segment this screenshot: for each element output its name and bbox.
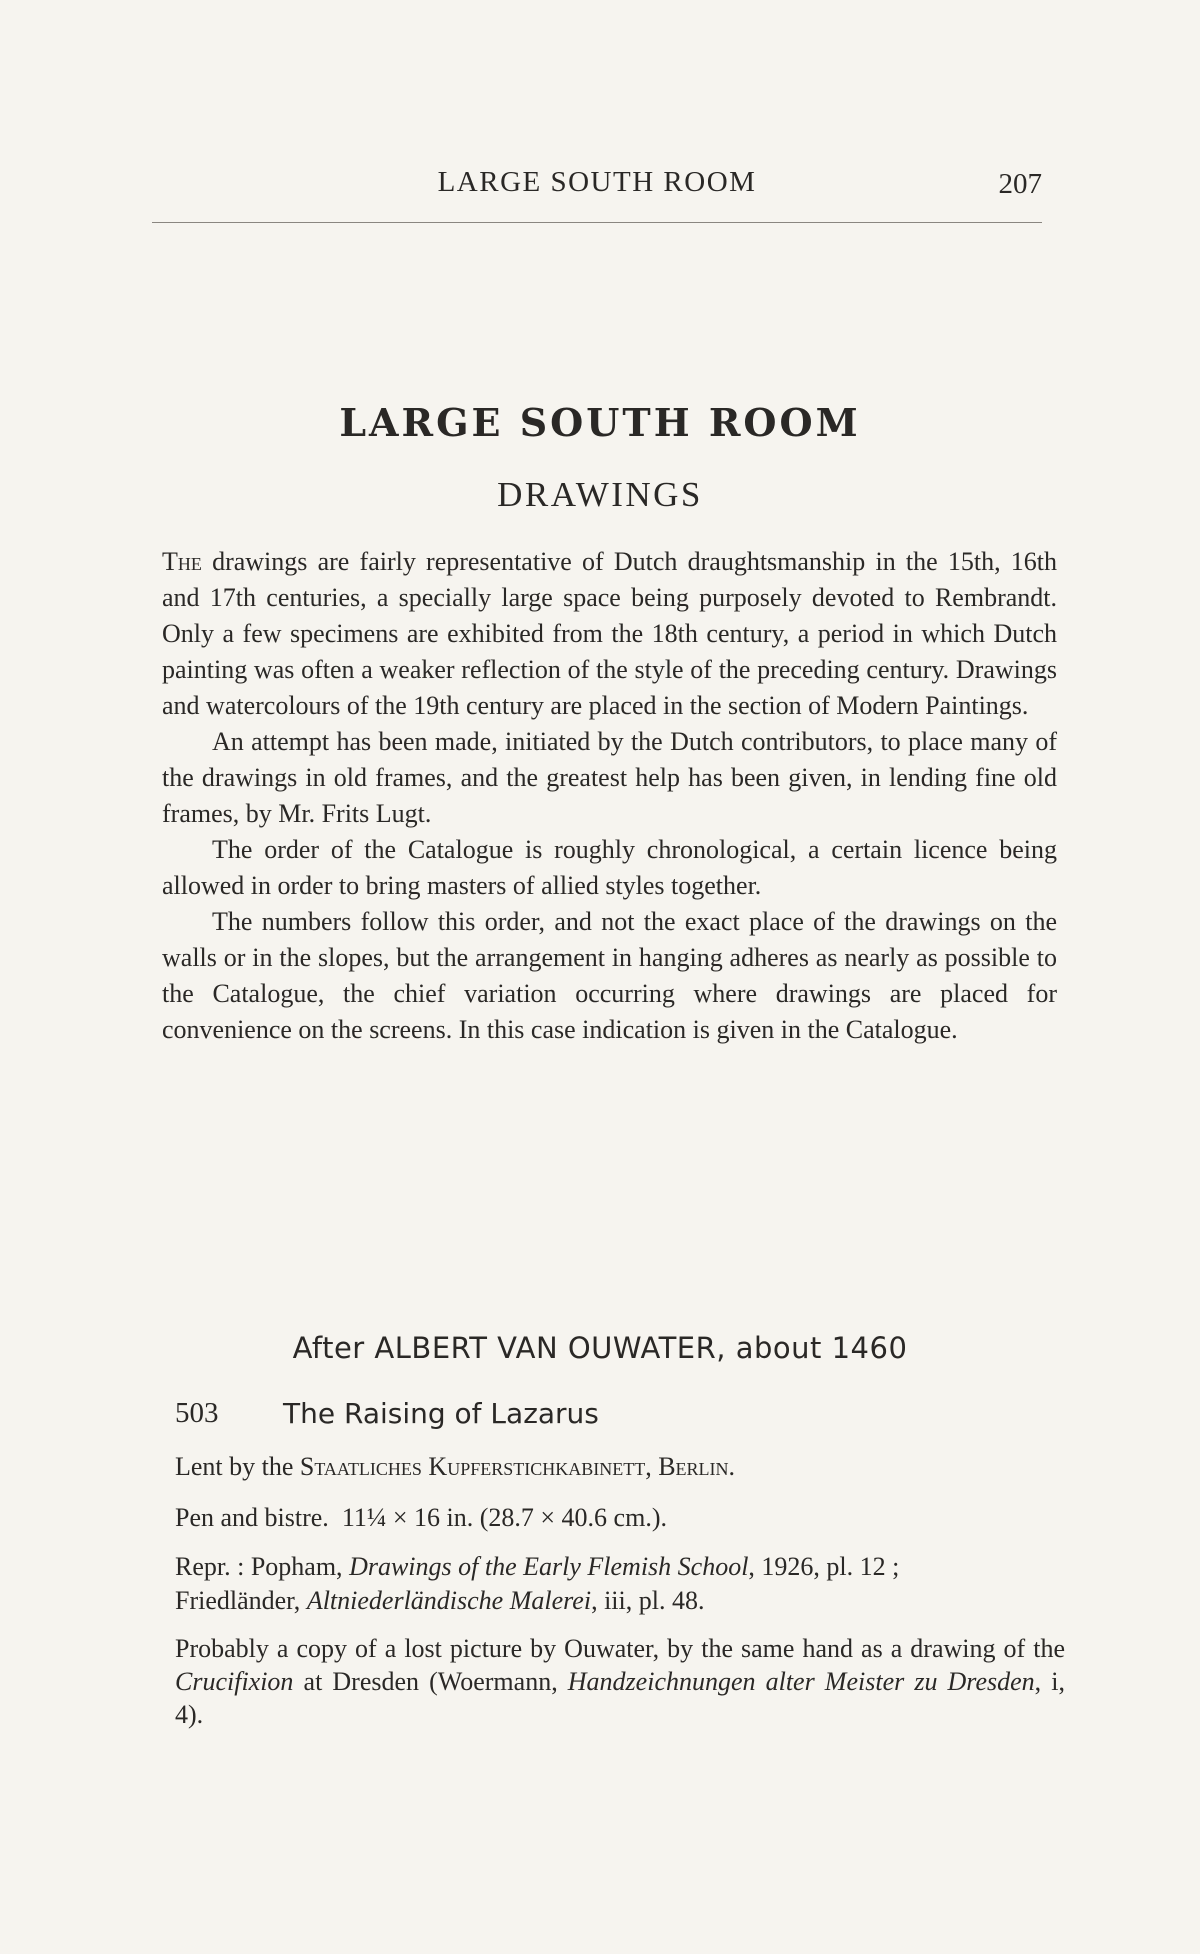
medium-text: Pen and bistre. [175,1503,329,1532]
intro-paragraph-1-body: drawings are fairly representative of Dutch draughtsmanship in the 15th, 16th and 17th centuries, a specially large space being purposely devoted to Rembrandt. Only a few specimens are exhibited from the 18th century, a period in which Dutch painting was often a weaker reflection of the style of the preceding century. Drawings and watercolours of the 19th century are placed in the section of Modern Paintings. [162,547,1057,720]
intro-paragraph: The numbers follow this order, and not the exact place of the drawings on the walls or in the slopes, but the arrangement in hanging adheres as nearly as possible to the Catalogue, the chief variation occurring where drawings are placed for convenience on the screens. In this case indication is given in the Catalogue. [162,907,1057,1044]
note-work-title: Crucifixion [175,1667,294,1696]
page-number: 207 [998,168,1042,200]
intro-lead-word: The [162,547,202,576]
repr-details-1: , 1926, pl. 12 ; [748,1552,900,1581]
repr-line [175,1550,1065,1584]
note-source-title: Handzeichnungen alter Meister zu Dresden [567,1667,1035,1696]
artist-heading: After ALBERT VAN OUWATER, about 1460 [292,1331,908,1365]
note-end: , i, 4). [175,1667,1065,1729]
intro-paragraph [162,544,1057,724]
running-head [152,166,1042,206]
lender-name: Staatliches Kupferstichkabinett, Berlin. [299,1452,736,1481]
note-text [175,1632,1065,1731]
entry-title: The Raising of Lazarus [283,1397,599,1430]
note-middle: at Dresden (Woermann, [293,1667,568,1696]
lender-prefix: Lent by the [175,1452,300,1481]
entry-lender [175,1450,1065,1484]
note-prefix: Probably a copy of a lost picture by Ouwater, by the same hand as a drawing of the [175,1634,1065,1663]
entry-reproductions [175,1550,1065,1618]
dimensions-text: 11¼ × 16 in. (28.7 × 40.6 cm.). [341,1503,667,1532]
section-title: DRAWINGS [497,475,703,514]
running-title: LARGE SOUTH ROOM [437,166,757,198]
entry-heading [175,1397,1065,1437]
room-title: LARGE SOUTH ROOM [339,400,861,445]
entry-medium [175,1501,1065,1535]
repr-prefix: Repr. : Popham, [175,1552,350,1581]
header-rule [152,222,1042,223]
intro-text [162,544,1057,1048]
repr-author-2: Friedländer, [175,1586,307,1615]
repr-title-1: Drawings of the Early Flemish School [349,1552,749,1581]
intro-paragraph: An attempt has been made, initiated by the Dutch contributors, to place many of the drawings in old frames, and the greatest help has been given, in lending fine old frames, by Mr. Frits Lugt. [162,727,1057,828]
repr-line [175,1584,1065,1618]
repr-title-2: Altniederländische Malerei [306,1586,592,1615]
entry-number: 503 [175,1397,219,1429]
repr-details-2: , iii, pl. 48. [591,1586,705,1615]
entry-note [175,1632,1065,1731]
intro-paragraph: The order of the Catalogue is roughly chronological, a certain licence being allowed in order to bring masters of allied styles together. [162,835,1057,900]
